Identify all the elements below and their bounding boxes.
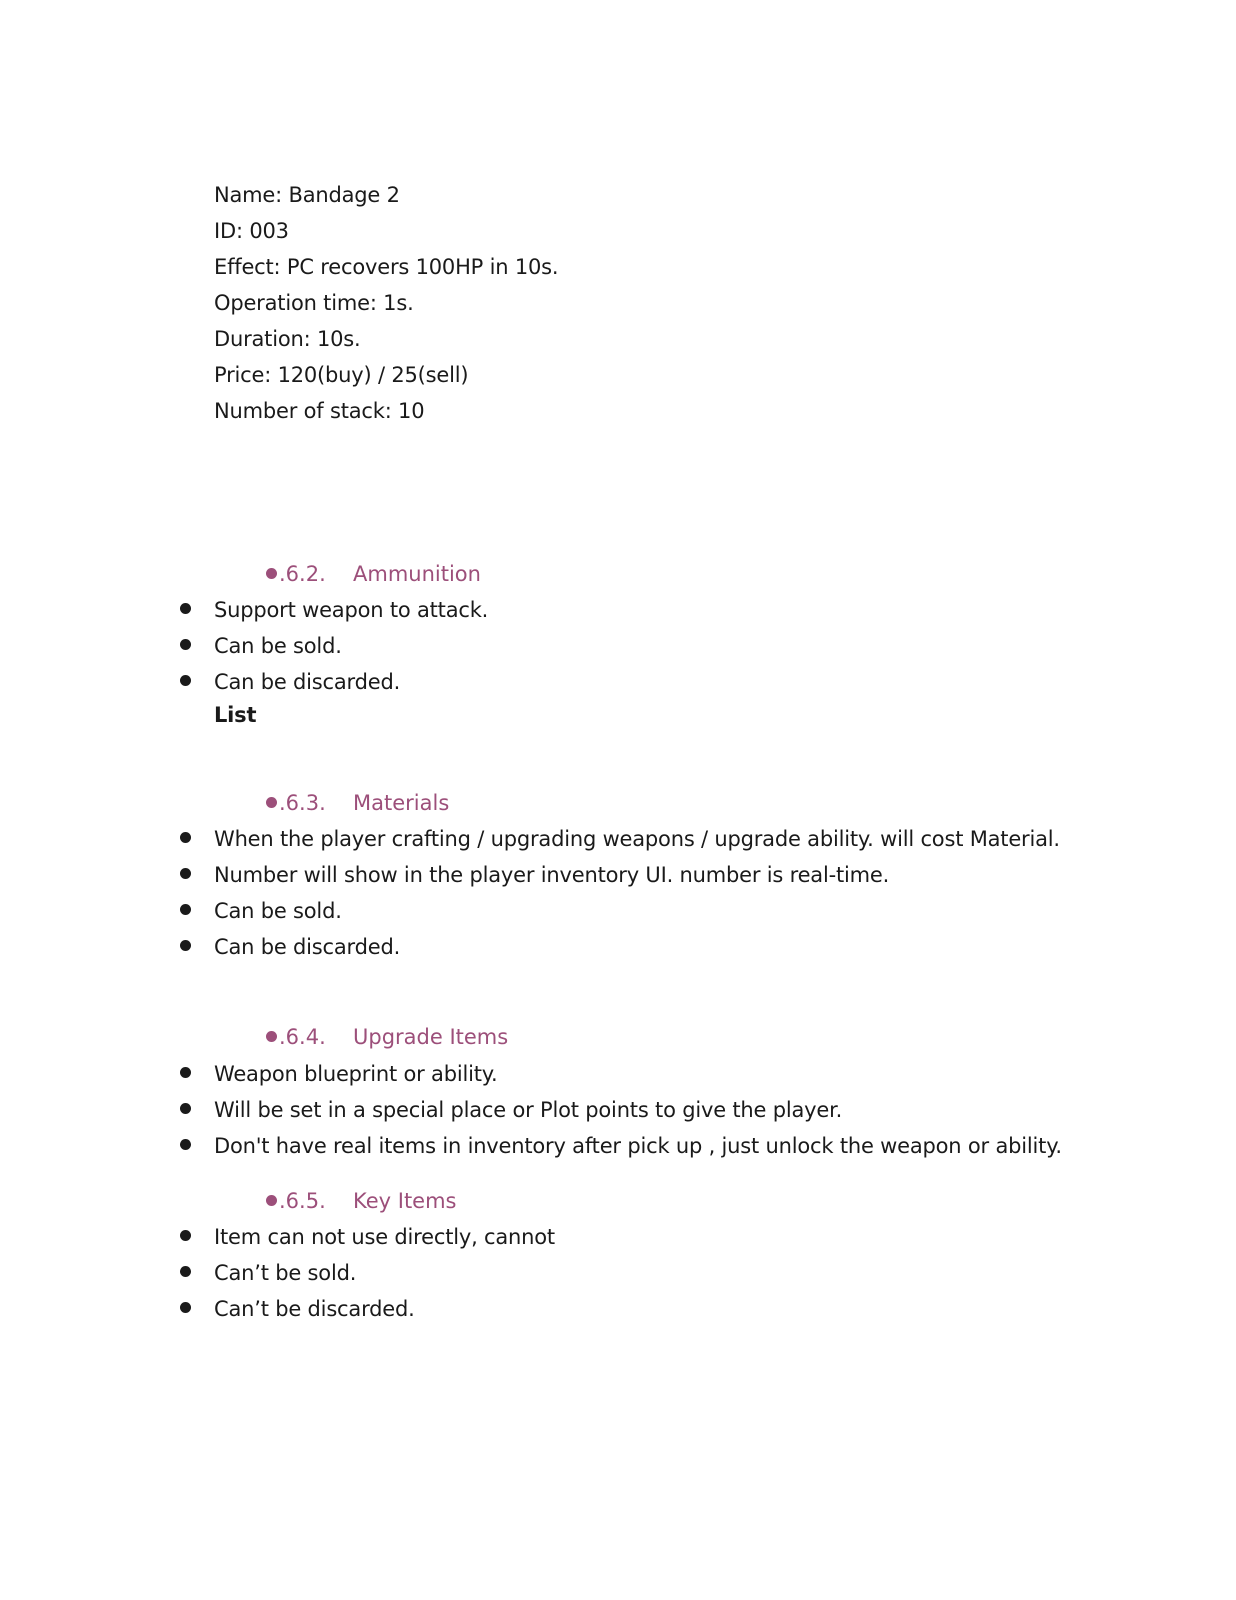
list-label: List (214, 703, 257, 727)
heading-bullet-icon (266, 1195, 277, 1206)
bullet-icon (180, 1067, 191, 1078)
list-item: Can be sold. (214, 634, 342, 658)
list-item: Weapon blueprint or ability. (214, 1062, 498, 1086)
list-item: Support weapon to attack. (214, 598, 489, 622)
bullet-icon (180, 868, 191, 879)
heading-bullet-icon (266, 568, 277, 579)
item-name: Name: Bandage 2 (214, 183, 400, 207)
section-heading-upgrade-items (266, 1023, 508, 1051)
heading-bullet-icon (266, 1031, 277, 1042)
list-item: Can’t be sold. (214, 1261, 357, 1285)
item-duration: Duration: 10s. (214, 327, 361, 351)
list-item: Can’t be discarded. (214, 1297, 415, 1321)
section-title: Upgrade Items (353, 1025, 509, 1049)
list-item: When the player crafting / upgrading weapons / upgrade ability. will cost Material. (214, 827, 1060, 851)
section-number: .6.2. (279, 562, 326, 586)
list-item: Number will show in the player inventory UI. number is real-time. (214, 863, 890, 887)
heading-bullet-icon (266, 797, 277, 808)
bullet-icon (180, 904, 191, 915)
bullet-icon (180, 940, 191, 951)
bullet-icon (180, 675, 191, 686)
item-operation-time: Operation time: 1s. (214, 291, 414, 315)
bullet-icon (180, 1103, 191, 1114)
section-title: Ammunition (353, 562, 481, 586)
section-title: Materials (353, 791, 450, 815)
list-item: Can be discarded. (214, 670, 401, 694)
section-number: .6.5. (279, 1189, 326, 1213)
item-stack: Number of stack: 10 (214, 399, 425, 423)
list-item: Can be discarded. (214, 935, 401, 959)
section-heading-materials (266, 789, 449, 817)
bullet-icon (180, 1266, 191, 1277)
bullet-icon (180, 603, 191, 614)
list-item: Can be sold. (214, 899, 342, 923)
bullet-icon (180, 832, 191, 843)
item-id: ID: 003 (214, 219, 289, 243)
section-number: .6.4. (279, 1025, 326, 1049)
bullet-icon (180, 639, 191, 650)
item-price: Price: 120(buy) / 25(sell) (214, 363, 469, 387)
bullet-icon (180, 1230, 191, 1241)
section-number: .6.3. (279, 791, 326, 815)
section-heading-key-items (266, 1187, 457, 1215)
section-title: Key Items (353, 1189, 457, 1213)
section-heading-ammunition (266, 560, 481, 588)
item-effect: Effect: PC recovers 100HP in 10s. (214, 255, 559, 279)
list-item: Will be set in a special place or Plot points to give the player. (214, 1098, 843, 1122)
list-item: Don't have real items in inventory after pick up , just unlock the weapon or ability. (214, 1134, 1062, 1158)
bullet-icon (180, 1302, 191, 1313)
bullet-icon (180, 1139, 191, 1150)
list-item: Item can not use directly, cannot (214, 1225, 555, 1249)
